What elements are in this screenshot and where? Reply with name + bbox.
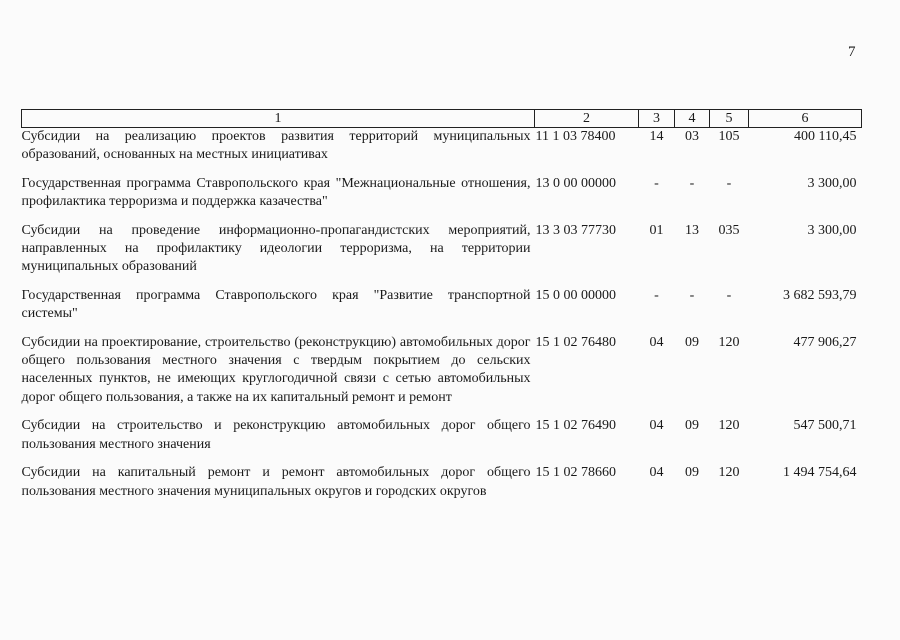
row-spacer [22,277,862,287]
row-amount: 3 300,00 [807,222,857,238]
table-row [22,334,862,408]
row-spacer [22,407,862,417]
row-code: 15 1 02 76490 [535,418,616,434]
row-amount: 3 300,00 [807,175,857,191]
row-code: 15 1 02 76480 [535,334,616,350]
row-section: 01 [649,222,664,238]
row-kind: 120 [718,334,740,350]
table-row [22,175,862,212]
row-subsection: 03 [685,129,699,144]
row-subsection: 13 [685,222,699,238]
row-code: 13 0 00 00000 [535,175,616,191]
header-col-5: 5 [710,110,749,128]
row-name: Субсидии на капитальный ремонт и ремонт автомобильных дорог общего пользования местного значения муниципальных округов и городских округов [21,465,531,499]
row-code: 15 1 02 78660 [535,465,616,481]
row-name: Государственная программа Ставропольского края "Межнациональные отношения, профилактика терроризма и поддержка казачества" [21,175,531,210]
header-col-4: 4 [675,110,710,128]
header-col-6: 6 [749,110,862,128]
row-name: Субсидии на строительство и реконструкцию автомобильных дорог общего пользования местного значения [21,418,531,452]
row-kind: 120 [718,465,740,481]
row-name: Государственная программа Ставропольского края "Развитие транспортной системы" [21,287,531,322]
row-kind: - [726,287,732,303]
row-code: 11 1 03 78400 [535,129,616,144]
row-subsection: 09 [685,465,699,481]
row-name: Субсидии на проектирование, строительство (реконструкцию) автомобильных дорог общего пользования местного значения с твердым покрытием до сельских населенных пунктов, не имеющих круглогодичной связи с сетью автомобильных дорог общего пользования, а также на их капитальный ремонт и ремонт [21,334,531,405]
row-kind: - [726,175,732,191]
row-section: - [654,287,659,303]
row-kind: 105 [718,129,740,144]
row-name: Субсидии на реализацию проектов развития территорий муниципальных образований, основанных на местных инициативах [21,129,531,163]
row-section: - [654,175,659,191]
row-code: 13 3 03 77730 [535,222,616,238]
table-row [22,222,862,277]
row-amount: 477 906,27 [793,334,857,350]
row-spacer [22,212,862,222]
row-subsection: 09 [685,418,699,434]
row-name: Субсидии на проведение информационно-пропагандистских мероприятий, направленных на профилактику идеологии терроризма, на территории муниципальных образований [21,222,531,275]
row-spacer [22,324,862,334]
budget-table [21,109,862,501]
table-row [22,128,862,165]
row-section: 14 [649,129,664,144]
header-col-2: 2 [535,110,639,128]
table-row [22,287,862,324]
row-section: 04 [649,465,664,481]
row-spacer [22,165,862,175]
row-spacer [22,454,862,464]
row-amount: 1 494 754,64 [783,465,857,481]
row-kind: 035 [718,222,740,238]
row-amount: 547 500,71 [793,418,857,434]
row-subsection: - [689,175,695,191]
row-subsection: 09 [685,334,699,350]
row-amount: 400 110,45 [794,129,857,144]
row-subsection: - [689,287,695,303]
header-row [22,110,862,128]
page-number: 7 [848,44,856,60]
row-section: 04 [649,334,664,350]
row-code: 15 0 00 00000 [535,287,616,303]
table-row [22,464,862,501]
row-section: 04 [649,418,664,434]
header-col-1: 1 [22,110,535,128]
header-col-3: 3 [639,110,675,128]
row-amount: 3 682 593,79 [783,287,857,303]
table-header [22,110,862,128]
table-body [22,128,862,501]
table-row [22,417,862,454]
row-kind: 120 [718,418,740,434]
